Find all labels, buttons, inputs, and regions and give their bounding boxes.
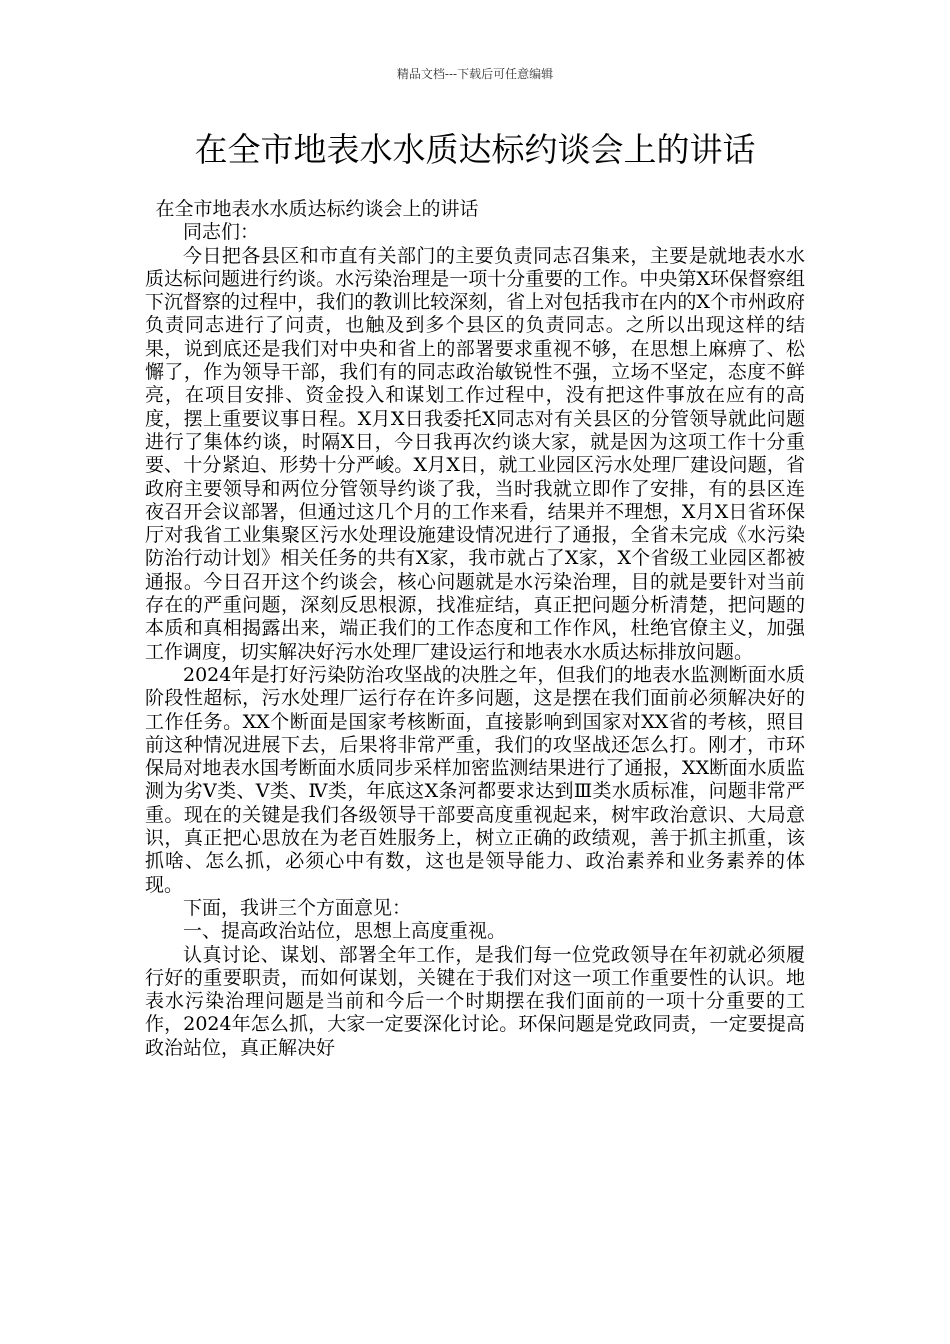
paragraph: 下面，我讲三个方面意见： <box>183 896 412 919</box>
document-subtitle: 在全市地表水水质达标约谈会上的讲话 <box>155 198 479 220</box>
paragraph: 2024年是打好污染防治攻坚战的决胜之年，但我们的地表水监测断面水质阶段性超标，污水处理厂运行存在许多问题，这是摆在我们面前必须解决好的工作任务。XX个断面是国家考核断面，直接影响到国家对XX省的考核，照目前这种情况进展下去，后果将非常严重，我们的攻坚战还怎么打。刚才，市环保局对地表水国考断面水质同步采样加密监测结果进行了通报，XX断面水质监测为劣Ⅴ类、Ⅴ类、Ⅳ类，年底这X条河都要求达到Ⅲ类水质标准，问题非常严重。现在的关键是我们各级领导干部要高度重视起来，树牢政治意识、大局意识，真正把心思放在为老百姓服务上，树立正确的政绩观，善于抓主抓重，该抓啥、怎么抓，必须心中有数，这也是领导能力、政治素养和业务素养的体现。 <box>145 663 805 896</box>
section-heading: 一、提高政治站位，思想上高度重视。 <box>183 920 507 943</box>
document-body <box>145 198 805 1060</box>
paragraph: 今日把各县区和市直有关部门的主要负责同志召集来，主要是就地表水水质达标问题进行约谈。水污染治理是一项十分重要的工作。中央第X环保督察组下沉督察的过程中，我们的教训比较深刻，省上对包括我市在内的X个市州政府负责同志进行了问责，也触及到多个县区的负责同志。之所以出现这样的结果，说到底还是我们对中央和省上的部署要求重视不够，在思想上麻痹了、松懈了，作为领导干部，我们有的同志政治敏锐性不强，立场不坚定，态度不鲜亮，在项目安排、资金投入和谋划工作过程中，没有把这件事放在应有的高度，摆上重要议事日程。X月X日我委托X同志对有关县区的分管领导就此问题进行了集体约谈，时隔X日，今日我再次约谈大家，就是因为这项工作十分重要、十分紧迫、形势十分严峻。X月X日，就工业园区污水处理厂建设问题，省政府主要领导和两位分管领导约谈了我，当时我就立即作了安排，有的县区连夜召开会议部署，但通过这几个月的工作来看，结果并不理想，X月X日省环保厅对我省工业集聚区污水处理设施建设情况进行了通报，全省未完成《水污染防治行动计划》相关任务的共有X家，我市就占了X家，X个省级工业园区都被通报。今日召开这个约谈会，核心问题就是水污染治理，目的就是要针对当前存在的严重问题，深刻反思根源，找准症结，真正把问题分析清楚，把问题的本质和真相揭露出来，端正我们的工作态度和工作作风，杜绝官僚主义，加强工作调度，切实解决好污水处理厂建设运行和地表水水质达标排放问题。 <box>145 244 805 663</box>
salutation: 同志们： <box>183 221 260 244</box>
document-title: 在全市地表水水质达标约谈会上的讲话 <box>194 130 756 169</box>
paragraph: 认真讨论、谋划、部署全年工作，是我们每一位党政领导在年初就必须履行好的重要职责，而如何谋划，关键在于我们对这一项工作重要性的认识。地表水污染治理问题是当前和今后一个时期摆在我们面前的一项十分重要的工作，2024年怎么抓，大家一定要深化讨论。环保问题是党政同责，一定要提高政治站位，真正解决好 <box>145 943 805 1059</box>
header-note: 精品文档---下载后可任意编辑 <box>396 67 554 81</box>
